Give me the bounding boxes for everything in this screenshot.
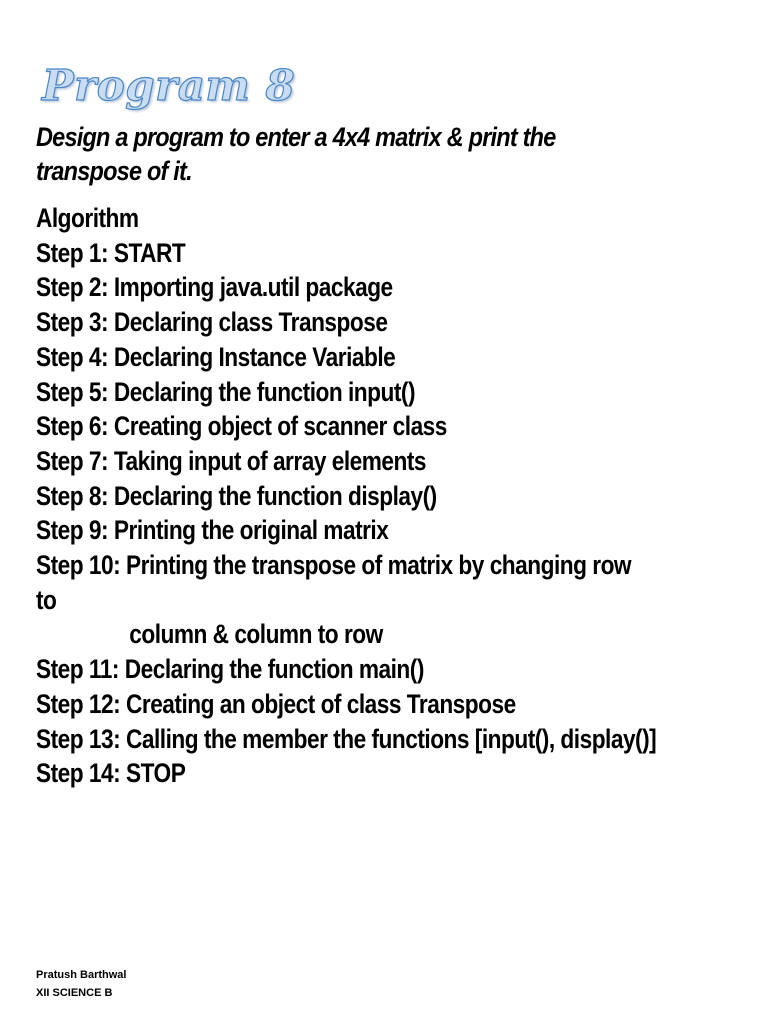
step-3: Step 3: Declaring class Transpose [36, 307, 388, 338]
step-9: Step 9: Printing the original matrix [36, 515, 389, 546]
step-12: Step 12: Creating an object of class Transpose [36, 688, 516, 719]
step-8: Step 8: Declaring the function display() [36, 480, 437, 511]
step-6: Step 6: Creating object of scanner class [36, 411, 447, 442]
step-10-wrap: to [36, 584, 57, 615]
step-4: Step 4: Declaring Instance Variable [36, 341, 396, 372]
algorithm-heading: Algorithm [36, 203, 139, 233]
step-5: Step 5: Declaring the function input() [36, 376, 416, 407]
step-1: Step 1: START [36, 237, 186, 268]
step-11: Step 11: Declaring the function main() [36, 654, 424, 685]
step-10-continuation: column & column to row [129, 619, 383, 650]
step-7: Step 7: Taking input of array elements [36, 445, 427, 476]
author-name: Pratush Barthwal [36, 969, 127, 981]
author-class: XII SCIENCE B [36, 987, 113, 999]
author-footer [36, 966, 126, 1002]
step-13: Step 13: Calling the member the functions [input(), display()] [36, 723, 657, 754]
step-2: Step 2: Importing java.util package [36, 272, 393, 303]
step-14: Step 14: STOP [36, 758, 186, 789]
step-10: Step 10: Printing the transpose of matrix by changing row [36, 550, 632, 581]
page-title: Program 8 [42, 61, 296, 110]
algorithm-section [36, 201, 708, 791]
task-statement: Design a program to enter a 4x4 matrix & print the transpose of it. [36, 122, 556, 186]
